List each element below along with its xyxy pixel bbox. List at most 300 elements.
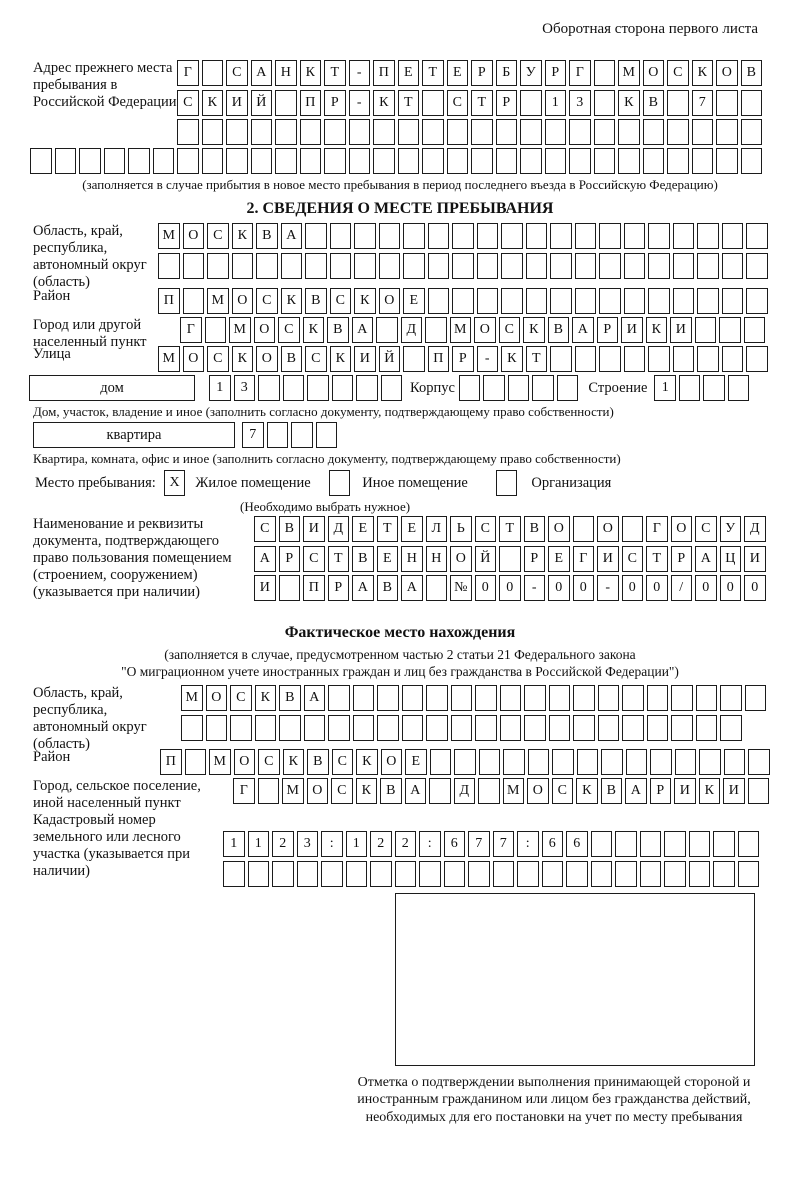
char-box[interactable] <box>520 90 542 116</box>
char-box[interactable] <box>569 148 591 174</box>
char-box[interactable] <box>500 715 522 741</box>
char-box[interactable] <box>647 715 669 741</box>
char-box[interactable] <box>508 375 530 401</box>
char-box[interactable]: Д <box>401 317 423 343</box>
char-box[interactable] <box>468 861 490 887</box>
char-box[interactable] <box>496 148 518 174</box>
char-box[interactable]: Н <box>426 546 448 572</box>
char-box[interactable] <box>429 778 451 804</box>
char-box[interactable]: В <box>279 685 301 711</box>
char-box[interactable] <box>428 253 450 279</box>
char-box[interactable]: 6 <box>542 831 564 857</box>
char-box[interactable]: В <box>305 288 327 314</box>
char-box[interactable]: О <box>548 516 570 542</box>
char-box[interactable]: С <box>256 288 278 314</box>
char-box[interactable]: И <box>621 317 643 343</box>
char-box[interactable] <box>650 749 672 775</box>
char-box[interactable] <box>501 288 523 314</box>
char-box[interactable] <box>493 861 515 887</box>
char-box[interactable] <box>741 119 763 145</box>
char-box[interactable] <box>720 685 742 711</box>
char-box[interactable]: К <box>356 778 378 804</box>
char-box[interactable] <box>177 148 199 174</box>
char-box[interactable] <box>618 119 640 145</box>
char-box[interactable] <box>419 861 441 887</box>
char-box[interactable]: А <box>352 575 374 601</box>
char-box[interactable]: - <box>477 346 499 372</box>
char-box[interactable] <box>697 223 719 249</box>
char-box[interactable] <box>526 223 548 249</box>
char-box[interactable] <box>615 861 637 887</box>
char-box[interactable]: Й <box>475 546 497 572</box>
char-box[interactable]: К <box>300 60 322 86</box>
char-box[interactable]: К <box>618 90 640 116</box>
char-box[interactable] <box>422 90 444 116</box>
char-box[interactable]: С <box>258 749 280 775</box>
char-box[interactable] <box>647 685 669 711</box>
char-box[interactable]: Е <box>352 516 374 542</box>
char-box[interactable] <box>425 317 447 343</box>
char-box[interactable] <box>501 223 523 249</box>
char-box[interactable]: Н <box>275 60 297 86</box>
char-box[interactable] <box>207 253 229 279</box>
char-box[interactable] <box>275 119 297 145</box>
char-box[interactable] <box>598 685 620 711</box>
char-box[interactable]: 2 <box>395 831 417 857</box>
char-box[interactable] <box>477 223 499 249</box>
char-box[interactable]: И <box>674 778 696 804</box>
char-box[interactable] <box>526 288 548 314</box>
char-box[interactable]: У <box>720 516 742 542</box>
char-box[interactable]: В <box>380 778 402 804</box>
char-box[interactable]: О <box>671 516 693 542</box>
char-box[interactable]: Ц <box>720 546 742 572</box>
char-box[interactable]: Е <box>398 60 420 86</box>
char-box[interactable] <box>354 223 376 249</box>
char-box[interactable] <box>381 375 403 401</box>
char-box[interactable] <box>648 288 670 314</box>
char-box[interactable] <box>471 119 493 145</box>
char-box[interactable]: Р <box>545 60 567 86</box>
char-box[interactable] <box>689 831 711 857</box>
char-box[interactable]: Б <box>496 60 518 86</box>
char-box[interactable]: П <box>158 288 180 314</box>
char-box[interactable]: Ь <box>450 516 472 542</box>
char-box[interactable]: С <box>207 223 229 249</box>
char-box[interactable] <box>354 253 376 279</box>
char-box[interactable] <box>353 715 375 741</box>
char-box[interactable] <box>594 60 616 86</box>
char-box[interactable]: С <box>254 516 276 542</box>
char-box[interactable]: О <box>527 778 549 804</box>
char-box[interactable] <box>738 831 760 857</box>
char-box[interactable] <box>532 375 554 401</box>
char-box[interactable]: В <box>307 749 329 775</box>
char-box[interactable] <box>305 253 327 279</box>
char-box[interactable]: : <box>419 831 441 857</box>
char-box[interactable] <box>349 148 371 174</box>
char-box[interactable]: С <box>226 60 248 86</box>
char-box[interactable]: Р <box>496 90 518 116</box>
char-box[interactable]: 0 <box>646 575 668 601</box>
char-box[interactable] <box>346 861 368 887</box>
char-box[interactable] <box>181 715 203 741</box>
char-box[interactable]: М <box>450 317 472 343</box>
char-box[interactable]: Т <box>324 60 346 86</box>
char-box[interactable]: В <box>352 546 374 572</box>
char-box[interactable]: 7 <box>242 422 264 448</box>
char-box[interactable]: А <box>281 223 303 249</box>
char-box[interactable] <box>696 685 718 711</box>
char-box[interactable] <box>281 253 303 279</box>
char-box[interactable] <box>598 715 620 741</box>
char-box[interactable]: Т <box>499 516 521 542</box>
char-box[interactable] <box>451 715 473 741</box>
char-box[interactable] <box>591 831 613 857</box>
char-box[interactable] <box>272 861 294 887</box>
char-box[interactable] <box>566 861 588 887</box>
char-box[interactable] <box>426 685 448 711</box>
char-box[interactable] <box>550 288 572 314</box>
char-box[interactable]: 0 <box>548 575 570 601</box>
char-box[interactable]: С <box>278 317 300 343</box>
char-box[interactable] <box>524 685 546 711</box>
char-box[interactable]: О <box>183 346 205 372</box>
char-box[interactable] <box>452 223 474 249</box>
char-box[interactable]: В <box>601 778 623 804</box>
char-box[interactable]: О <box>232 288 254 314</box>
char-box[interactable]: М <box>503 778 525 804</box>
char-box[interactable]: 0 <box>499 575 521 601</box>
char-box[interactable]: К <box>281 288 303 314</box>
char-box[interactable] <box>599 346 621 372</box>
char-box[interactable]: 0 <box>573 575 595 601</box>
char-box[interactable]: 1 <box>346 831 368 857</box>
char-box[interactable] <box>379 253 401 279</box>
char-box[interactable]: Г <box>180 317 202 343</box>
char-box[interactable] <box>503 749 525 775</box>
char-box[interactable]: М <box>618 60 640 86</box>
char-box[interactable] <box>330 253 352 279</box>
char-box[interactable] <box>552 749 574 775</box>
char-box[interactable]: В <box>643 90 665 116</box>
char-box[interactable] <box>426 715 448 741</box>
char-box[interactable]: № <box>450 575 472 601</box>
char-box[interactable] <box>297 861 319 887</box>
char-box[interactable]: О <box>256 346 278 372</box>
char-box[interactable]: С <box>303 546 325 572</box>
char-box[interactable]: С <box>332 749 354 775</box>
char-box[interactable]: 0 <box>744 575 766 601</box>
char-box[interactable] <box>545 148 567 174</box>
char-box[interactable] <box>520 119 542 145</box>
char-box[interactable]: : <box>517 831 539 857</box>
char-box[interactable]: О <box>474 317 496 343</box>
char-box[interactable]: Р <box>279 546 301 572</box>
char-box[interactable] <box>599 253 621 279</box>
char-box[interactable]: А <box>401 575 423 601</box>
char-box[interactable] <box>716 119 738 145</box>
char-box[interactable]: К <box>232 223 254 249</box>
char-box[interactable]: А <box>352 317 374 343</box>
char-box[interactable] <box>722 346 744 372</box>
char-box[interactable]: О <box>307 778 329 804</box>
char-box[interactable] <box>402 685 424 711</box>
char-box[interactable]: К <box>354 288 376 314</box>
char-box[interactable]: К <box>202 90 224 116</box>
char-box[interactable]: 7 <box>692 90 714 116</box>
char-box[interactable]: Д <box>744 516 766 542</box>
char-box[interactable] <box>618 148 640 174</box>
char-box[interactable]: О <box>379 288 401 314</box>
char-box[interactable]: В <box>548 317 570 343</box>
char-box[interactable]: К <box>232 346 254 372</box>
char-box[interactable]: Г <box>573 546 595 572</box>
char-box[interactable] <box>158 253 180 279</box>
char-box[interactable]: 7 <box>468 831 490 857</box>
char-box[interactable] <box>692 119 714 145</box>
char-box[interactable] <box>575 253 597 279</box>
char-box[interactable] <box>695 317 717 343</box>
char-box[interactable]: 0 <box>475 575 497 601</box>
char-box[interactable] <box>275 90 297 116</box>
char-box[interactable]: Е <box>447 60 469 86</box>
char-box[interactable]: 2 <box>370 831 392 857</box>
char-box[interactable]: 1 <box>209 375 231 401</box>
char-box[interactable]: - <box>597 575 619 601</box>
char-box[interactable] <box>402 715 424 741</box>
char-box[interactable]: Р <box>324 90 346 116</box>
char-box[interactable] <box>183 253 205 279</box>
char-box[interactable]: 3 <box>297 831 319 857</box>
char-box[interactable] <box>746 253 768 279</box>
char-box[interactable] <box>379 223 401 249</box>
char-box[interactable]: И <box>303 516 325 542</box>
char-box[interactable]: Т <box>377 516 399 542</box>
char-box[interactable] <box>202 119 224 145</box>
char-box[interactable]: П <box>373 60 395 86</box>
char-box[interactable]: У <box>520 60 542 86</box>
char-box[interactable] <box>624 288 646 314</box>
char-box[interactable]: П <box>300 90 322 116</box>
char-box[interactable]: К <box>501 346 523 372</box>
char-box[interactable]: 3 <box>234 375 256 401</box>
char-box[interactable]: М <box>158 223 180 249</box>
char-box[interactable]: И <box>744 546 766 572</box>
char-box[interactable]: С <box>331 778 353 804</box>
char-box[interactable]: - <box>349 60 371 86</box>
char-box[interactable] <box>520 148 542 174</box>
char-box[interactable] <box>483 375 505 401</box>
checkbox-residential[interactable]: X <box>164 470 186 496</box>
char-box[interactable]: А <box>254 546 276 572</box>
char-box[interactable] <box>728 375 750 401</box>
char-box[interactable] <box>673 223 695 249</box>
char-box[interactable]: О <box>643 60 665 86</box>
char-box[interactable]: 0 <box>695 575 717 601</box>
char-box[interactable]: К <box>646 317 668 343</box>
char-box[interactable] <box>226 148 248 174</box>
char-box[interactable] <box>428 223 450 249</box>
char-box[interactable]: С <box>695 516 717 542</box>
char-box[interactable] <box>275 148 297 174</box>
char-box[interactable]: С <box>305 346 327 372</box>
char-box[interactable] <box>550 223 572 249</box>
char-box[interactable] <box>202 60 224 86</box>
char-box[interactable] <box>373 148 395 174</box>
char-box[interactable] <box>30 148 52 174</box>
char-box[interactable] <box>452 253 474 279</box>
char-box[interactable] <box>741 148 763 174</box>
char-box[interactable] <box>395 861 417 887</box>
checkbox-organization[interactable] <box>496 470 518 496</box>
char-box[interactable] <box>722 288 744 314</box>
char-box[interactable] <box>153 148 175 174</box>
char-box[interactable] <box>206 715 228 741</box>
char-box[interactable]: 7 <box>493 831 515 857</box>
char-box[interactable]: В <box>279 516 301 542</box>
char-box[interactable] <box>316 422 338 448</box>
char-box[interactable] <box>626 749 648 775</box>
char-box[interactable] <box>55 148 77 174</box>
char-box[interactable] <box>594 119 616 145</box>
char-box[interactable]: О <box>450 546 472 572</box>
char-box[interactable]: М <box>158 346 180 372</box>
char-box[interactable] <box>716 148 738 174</box>
char-box[interactable] <box>648 253 670 279</box>
char-box[interactable] <box>648 223 670 249</box>
char-box[interactable]: Т <box>526 346 548 372</box>
char-box[interactable] <box>324 119 346 145</box>
char-box[interactable]: О <box>716 60 738 86</box>
char-box[interactable]: К <box>255 685 277 711</box>
char-box[interactable] <box>477 253 499 279</box>
char-box[interactable]: А <box>405 778 427 804</box>
char-box[interactable] <box>673 288 695 314</box>
char-box[interactable] <box>305 223 327 249</box>
char-box[interactable] <box>577 749 599 775</box>
char-box[interactable] <box>622 715 644 741</box>
char-box[interactable] <box>330 223 352 249</box>
char-box[interactable] <box>251 148 273 174</box>
char-box[interactable]: С <box>622 546 644 572</box>
char-box[interactable] <box>542 861 564 887</box>
char-box[interactable]: К <box>523 317 545 343</box>
char-box[interactable]: П <box>303 575 325 601</box>
char-box[interactable] <box>403 346 425 372</box>
char-box[interactable] <box>283 375 305 401</box>
char-box[interactable] <box>479 749 501 775</box>
char-box[interactable]: И <box>723 778 745 804</box>
char-box[interactable]: Т <box>422 60 444 86</box>
char-box[interactable]: А <box>304 685 326 711</box>
char-box[interactable]: 1 <box>223 831 245 857</box>
char-box[interactable] <box>594 148 616 174</box>
char-box[interactable]: Г <box>646 516 668 542</box>
char-box[interactable]: В <box>256 223 278 249</box>
char-box[interactable]: А <box>251 60 273 86</box>
char-box[interactable] <box>349 119 371 145</box>
char-box[interactable]: Д <box>454 778 476 804</box>
char-box[interactable] <box>528 749 550 775</box>
char-box[interactable]: И <box>597 546 619 572</box>
char-box[interactable] <box>279 575 301 601</box>
char-box[interactable] <box>353 685 375 711</box>
char-box[interactable] <box>477 288 499 314</box>
char-box[interactable]: В <box>524 516 546 542</box>
char-box[interactable] <box>185 749 207 775</box>
char-box[interactable] <box>746 288 768 314</box>
char-box[interactable] <box>300 148 322 174</box>
char-box[interactable] <box>673 346 695 372</box>
char-box[interactable]: Л <box>426 516 448 542</box>
char-box[interactable]: 1 <box>654 375 676 401</box>
char-box[interactable] <box>748 749 770 775</box>
char-box[interactable] <box>549 685 571 711</box>
char-box[interactable]: М <box>181 685 203 711</box>
char-box[interactable] <box>575 223 597 249</box>
char-box[interactable]: Р <box>671 546 693 572</box>
char-box[interactable] <box>697 253 719 279</box>
char-box[interactable]: Д <box>328 516 350 542</box>
char-box[interactable] <box>624 346 646 372</box>
char-box[interactable] <box>573 516 595 542</box>
char-box[interactable]: Г <box>233 778 255 804</box>
char-box[interactable] <box>471 148 493 174</box>
char-box[interactable]: С <box>177 90 199 116</box>
char-box[interactable] <box>500 685 522 711</box>
char-box[interactable] <box>524 715 546 741</box>
char-box[interactable]: П <box>160 749 182 775</box>
char-box[interactable] <box>232 253 254 279</box>
char-box[interactable]: М <box>207 288 229 314</box>
char-box[interactable] <box>667 119 689 145</box>
char-box[interactable]: Г <box>569 60 591 86</box>
char-box[interactable] <box>430 749 452 775</box>
char-box[interactable] <box>403 253 425 279</box>
char-box[interactable] <box>746 346 768 372</box>
char-box[interactable] <box>557 375 579 401</box>
char-box[interactable] <box>573 685 595 711</box>
char-box[interactable]: С <box>475 516 497 542</box>
char-box[interactable] <box>622 685 644 711</box>
char-box[interactable] <box>722 223 744 249</box>
char-box[interactable] <box>569 119 591 145</box>
char-box[interactable] <box>643 148 665 174</box>
char-box[interactable] <box>451 685 473 711</box>
char-box[interactable]: К <box>373 90 395 116</box>
char-box[interactable]: Е <box>377 546 399 572</box>
char-box[interactable] <box>738 861 760 887</box>
char-box[interactable] <box>230 715 252 741</box>
char-box[interactable] <box>177 119 199 145</box>
char-box[interactable]: С <box>447 90 469 116</box>
char-box[interactable] <box>675 749 697 775</box>
char-box[interactable]: А <box>625 778 647 804</box>
char-box[interactable]: 6 <box>566 831 588 857</box>
char-box[interactable]: Е <box>405 749 427 775</box>
char-box[interactable]: - <box>524 575 546 601</box>
char-box[interactable]: Р <box>328 575 350 601</box>
char-box[interactable] <box>667 148 689 174</box>
char-box[interactable] <box>403 223 425 249</box>
char-box[interactable]: Р <box>524 546 546 572</box>
char-box[interactable] <box>426 575 448 601</box>
char-box[interactable] <box>648 346 670 372</box>
char-box[interactable]: С <box>499 317 521 343</box>
char-box[interactable]: В <box>327 317 349 343</box>
char-box[interactable] <box>703 375 725 401</box>
